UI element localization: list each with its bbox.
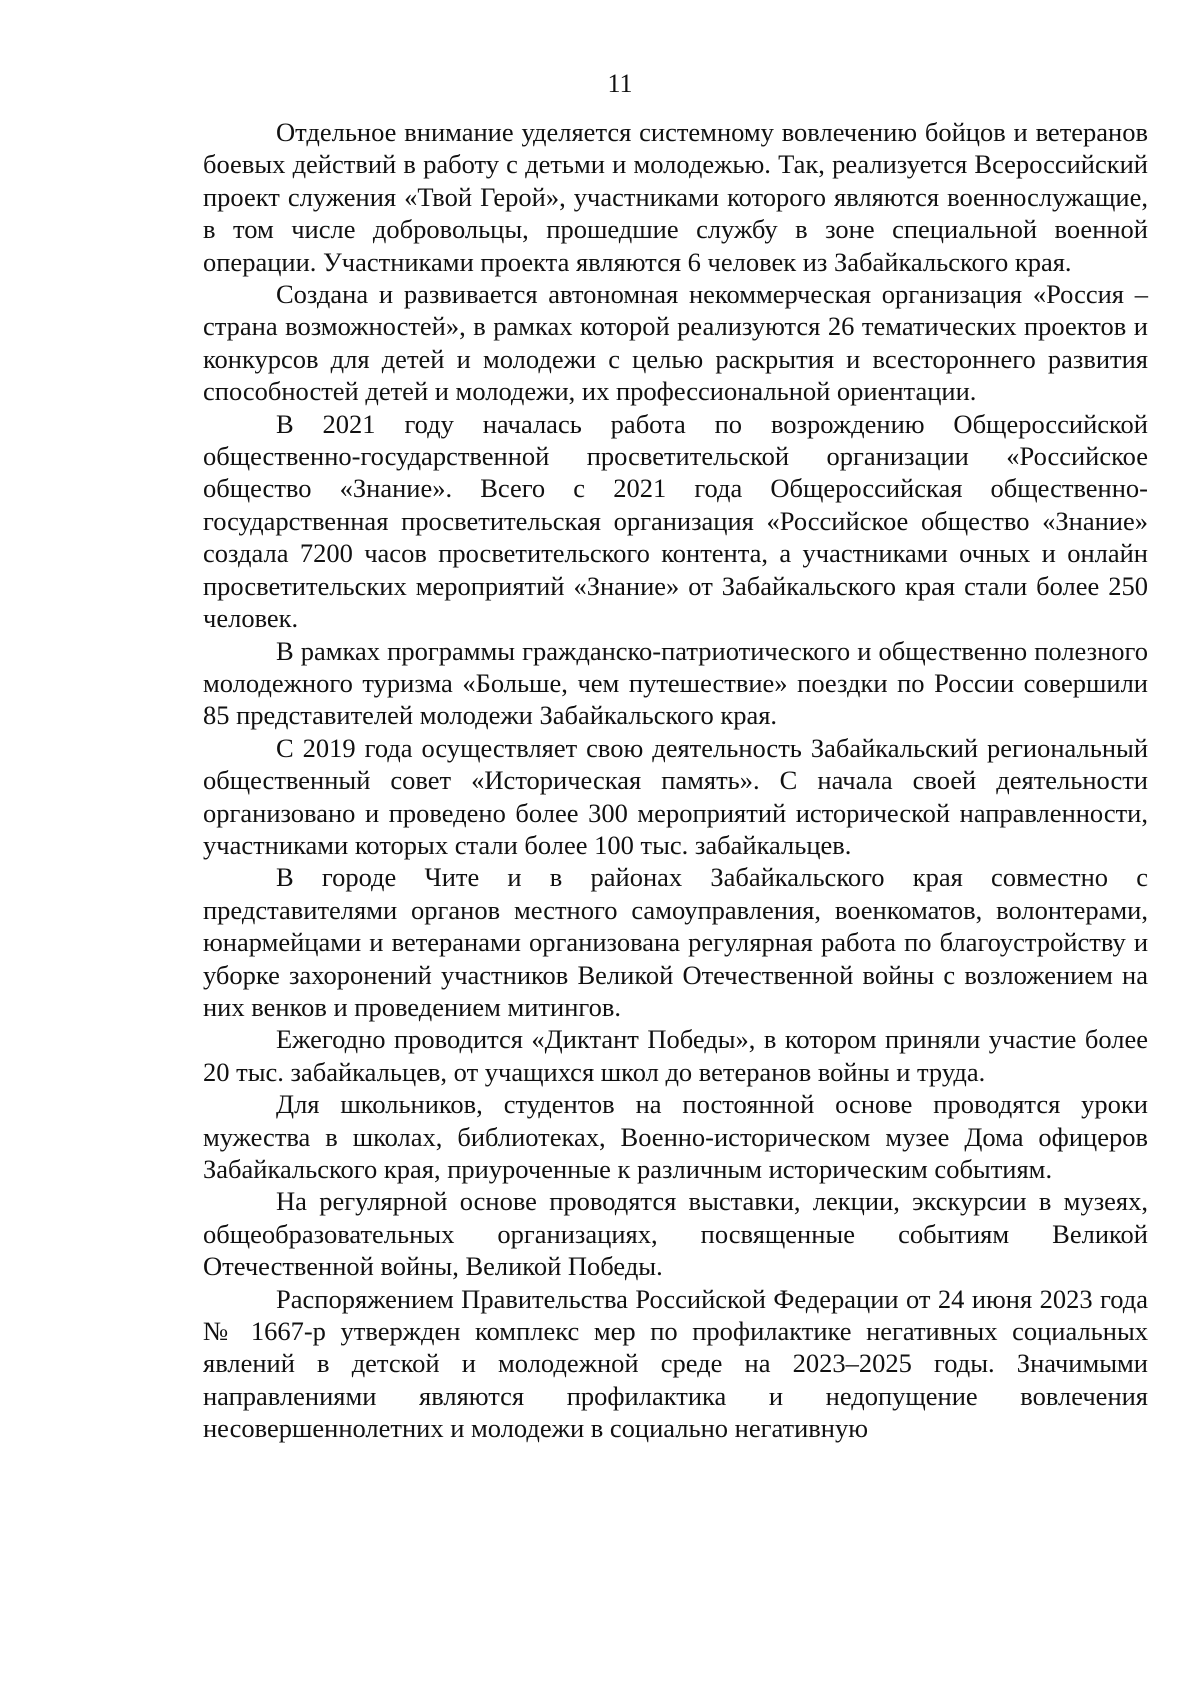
paragraph-russia-opportunities: Создана и развивается автономная некоммерческая организация «Россия – страна возможностей», в рамках которой реализуются 26 тематических проектов и конкурсов для детей и молодежи с целью раскрытия и всестороннего развития способностей детей и молодежи, их профессиональной ориентации. [203,279,1148,407]
paragraph-youth-tourism: В рамках программы гражданско-патриотического и общественно полезного молодежного туризма «Больше, чем путешествие» поездки по России совершили 85 представителей молодежи Забайкальского края. [203,635,1148,731]
paragraph-exhibitions: На регулярной основе проводятся выставки, лекции, экскурсии в музеях, общеобразовательных организациях, посвященные событиям Великой Отечественной войны, Великой Победы. [203,1186,1148,1282]
paragraph-courage-lessons: Для школьников, студентов на постоянной основе проводятся уроки мужества в школах, библиотеках, Военно-историческом музее Дома офицеров Забайкальского края, приуроченные к различным историческим событиям. [203,1089,1148,1184]
document-body [203,116,1148,1445]
paragraph-victory-dictation: Ежегодно проводится «Диктант Победы», в котором приняли участие более 20 тыс. забайкальцев, от учащихся школ до ветеранов войны и труда. [203,1024,1148,1087]
paragraph-historical-memory: С 2019 года осуществляет свою деятельность Забайкальский региональный общественный совет «Историческая память». С начала своей деятельности организовано и проведено более 300 мероприятий исторической направленности, участниками которых стали более 100 тыс. забайкальцев. [203,732,1148,860]
paragraph-hero-project: Отдельное внимание уделяется системному вовлечению бойцов и ветеранов боевых действий в работу с детьми и молодежью. Так, реализуется Всероссийский проект служения «Твой Герой», участниками которого являются военнослужащие, в том числе добровольцы, прошедшие службу в зоне специальной военной операции. Участниками проекта являются 6 человек из Забайкальского края. [203,117,1148,277]
page-number: 11 [607,69,633,98]
paragraph-memorial-works: В городе Чите и в районах Забайкальского края совместно с представителями органов местного самоуправления, военкоматов, волонтерами, юнармейцами и ветеранами организована регулярная работа по благоустройству и уборке захоронений участников Великой Отечественной войны с возложением на них венков и проведением митингов. [203,862,1148,1022]
paragraph-government-order: Распоряжением Правительства Российской Федерации от 24 июня 2023 года № 1667-р утвержден комплекс мер по профилактике негативных социальных явлений в детской и молодежной среде на 2023–2025 годы. Значимыми направлениями являются профилактика и недопущение вовлечения несовершеннолетних и молодежи в социально негативную [203,1283,1148,1444]
paragraph-znanie-society: В 2021 году началась работа по возрождению Общероссийской общественно-государственной просветительской организации «Российское общество «Знание». Всего с 2021 года Общероссийская общественно-государственная просветительская организация «Российское общество «Знание» создала 7200 часов просветительского контента, а участниками очных и онлайн просветительских мероприятий «Знание» от Забайкальского края стали более 250 человек. [203,408,1148,634]
